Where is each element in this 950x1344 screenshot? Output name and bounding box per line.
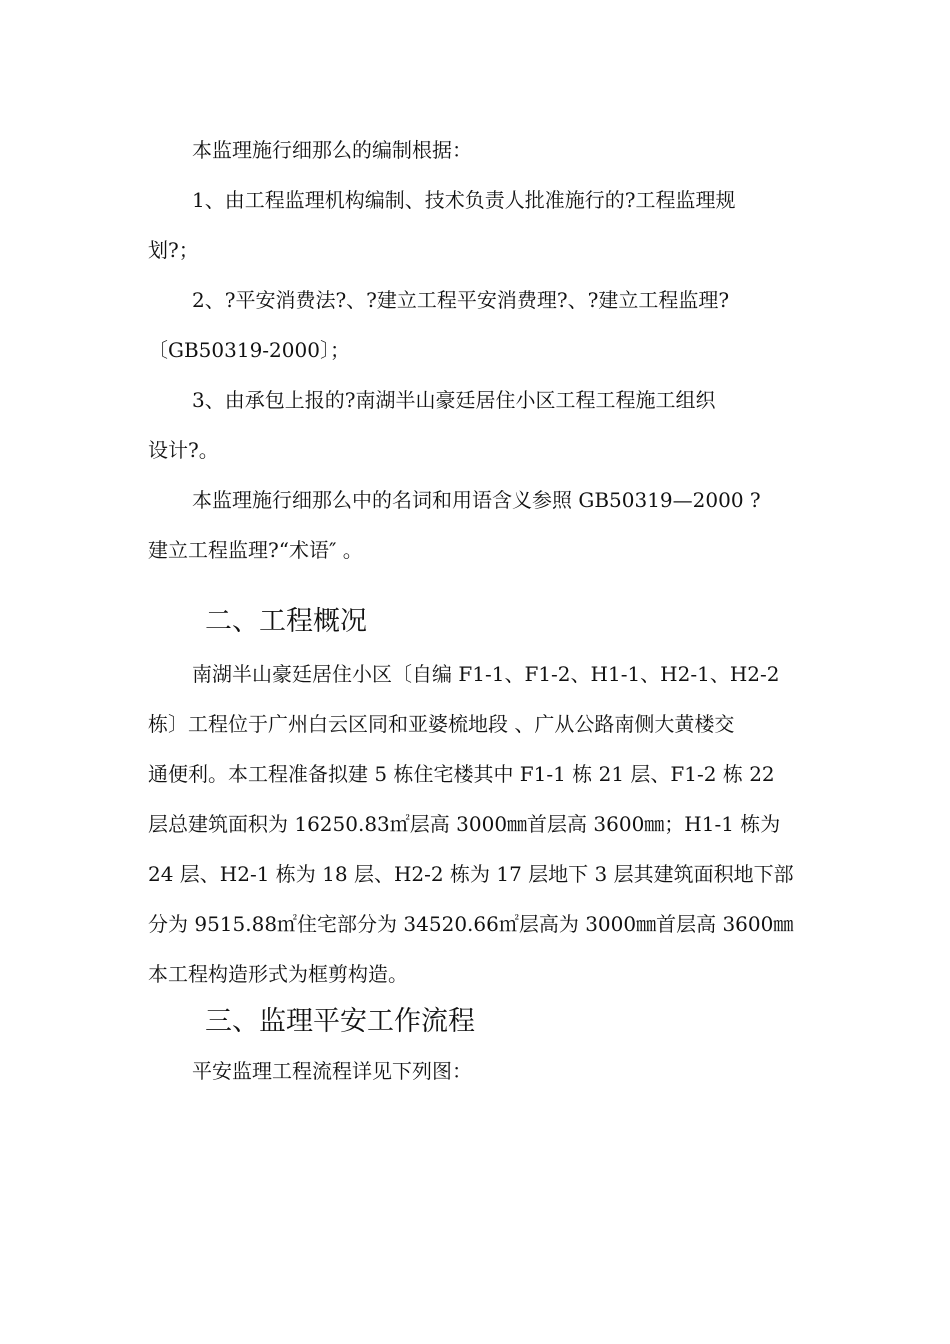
- basis-item-2-line-1: 2、?平安消费法?、?建立工程平安消费理?、?建立工程监理?: [192, 288, 730, 312]
- overview-line: 分为 9515.88㎡住宅部分为 34520.66㎡层高为 3000㎜首层高 3600㎜: [148, 912, 794, 936]
- section-heading-overview: 二、工程概况: [205, 606, 367, 637]
- basis-item-2-line-2: 〔GB50319-2000〕；: [148, 338, 350, 362]
- basis-item-1-line-1: 1、由工程监理机构编制、技术负责人批准施行的?工程监理规: [192, 188, 736, 212]
- basis-item-3-line-1: 3、由承包上报的?南湖半山豪廷居住小区工程工程施工组织: [192, 388, 716, 412]
- intro-paragraph: 本监理施行细那么的编制根据：: [192, 138, 472, 162]
- terms-paragraph-line-1: 本监理施行细那么中的名词和用语含义参照 GB50319—2000 ?: [192, 488, 761, 512]
- workflow-paragraph: 平安监理工程流程详见下列图：: [192, 1059, 472, 1083]
- basis-item-3-line-2: 设计?。: [148, 438, 219, 462]
- section-heading-workflow: 三、监理平安工作流程: [205, 1006, 475, 1037]
- overview-line: 栋〕工程位于广州白云区同和亚婆梳地段 、广从公路南侧大黄楼交: [148, 712, 735, 736]
- terms-paragraph-line-2: 建立工程监理?“术语″ 。: [148, 538, 363, 562]
- basis-item-1-line-2: 划?；: [148, 238, 199, 262]
- overview-line: 通便利。本工程准备拟建 5 栋住宅楼其中 F1-1 栋 21 层、F1-2 栋 22: [148, 762, 775, 786]
- overview-line: 24 层、H2-1 栋为 18 层、H2-2 栋为 17 层地下 3 层其建筑面积地下部: [148, 862, 794, 886]
- overview-line: 本工程构造形式为框剪构造。: [148, 962, 408, 986]
- overview-line: 南湖半山豪廷居住小区〔自编 F1-1、F1-2、H1-1、H2-1、H2-2: [192, 662, 780, 686]
- overview-line: 层总建筑面积为 16250.83㎡层高 3000㎜首层高 3600㎜；H1-1 栋为: [148, 812, 781, 836]
